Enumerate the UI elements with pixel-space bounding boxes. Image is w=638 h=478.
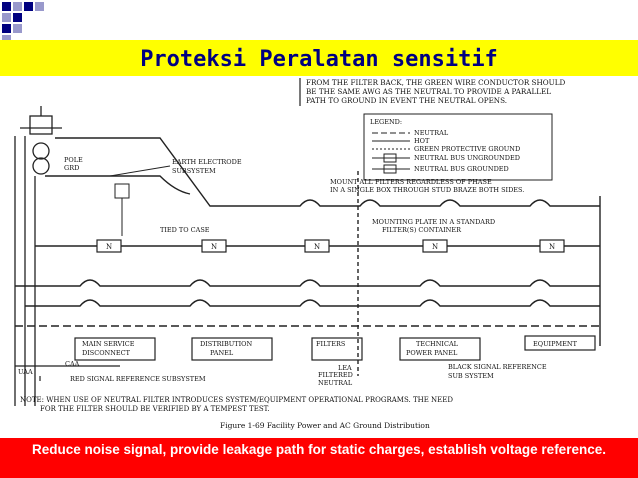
mount-filters-note: MOUNT ALL FILTERS REGARDLESS OF PHASE [330, 178, 492, 186]
black-signal-label: BLACK SIGNAL REFERENCE [448, 363, 547, 371]
caa-label: CAA [65, 360, 80, 368]
bus-n-label: N [432, 243, 439, 251]
accent-square [2, 2, 11, 11]
accent-square [2, 13, 11, 22]
pole-grd-label: POLE [64, 156, 83, 164]
uaa-label: UAA [18, 368, 33, 376]
legend-title: LEGEND: [370, 118, 403, 126]
legend-item: NEUTRAL [414, 129, 449, 137]
mounting-plate-label: MOUNTING PLATE IN A STANDARD [372, 218, 496, 226]
pole-grd-label: GRD [64, 164, 80, 172]
legend-item: HOT [414, 137, 430, 145]
legend-item: GREEN PROTECTIVE GROUND [414, 145, 521, 153]
filters-label: FILTERS [316, 340, 346, 348]
filtered-neutral-label: NEUTRAL [318, 379, 353, 387]
top-note-line: PATH TO GROUND IN EVENT THE NEUTRAL OPENS. [306, 96, 508, 105]
diagram-note: FOR THE FILTER SHOULD BE VERIFIED BY A TEMPEST TEST. [40, 405, 270, 413]
slide-caption: Reduce noise signal, provide leakage path for static charges, establish voltage reference. [0, 438, 638, 478]
distribution-panel-label: DISTRIBUTION [200, 340, 253, 348]
tied-to-case-label: TIED TO CASE [160, 226, 210, 234]
main-service-label: DISCONNECT [82, 349, 130, 357]
bus-n-label: N [106, 243, 113, 251]
filtered-neutral-label: FILTERED [318, 371, 353, 379]
accent-square [13, 2, 22, 11]
diagram-note: NOTE: WHEN USE OF NEUTRAL FILTER INTRODUCES SYSTEM/EQUIPMENT OPERATIONAL PROGRAMS. THE NEED [20, 396, 454, 404]
lea-label: LEA [338, 364, 352, 372]
distribution-panel-label: PANEL [210, 349, 234, 357]
mounting-plate-label: FILTER(S) CONTAINER [382, 226, 461, 234]
legend-item: NEUTRAL BUS UNGROUNDED [414, 154, 520, 162]
mount-filters-note: IN A SINGLE BOX THROUGH STUD BRAZE BOTH SIDES. [330, 186, 525, 194]
earth-electrode-label: SUBSYSTEM [172, 167, 216, 175]
figure-caption: Figure 1-69 Facility Power and AC Ground Distribution [220, 421, 430, 430]
accent-square [35, 2, 44, 11]
bus-n-label: N [211, 243, 218, 251]
legend [364, 114, 552, 180]
slide-title: Proteksi Peralatan sensitif [140, 47, 498, 72]
accent-square [2, 24, 11, 33]
accent-square [24, 2, 33, 11]
ground-distribution-diagram [0, 76, 638, 438]
main-service-label: MAIN SERVICE [82, 340, 135, 348]
top-note-line: BE THE SAME AWG AS THE NEUTRAL TO PROVIDE A PARALLEL [306, 87, 552, 96]
black-signal-label: SUB SYSTEM [448, 372, 494, 380]
earth-electrode-label: EARTH ELECTRODE [172, 158, 242, 166]
accent-square [13, 24, 22, 33]
transformer-pole [15, 106, 62, 406]
red-signal-label: RED SIGNAL REFERENCE SUBSYSTEM [70, 375, 206, 383]
technical-power-panel-label: POWER PANEL [406, 349, 458, 357]
legend-item: NEUTRAL BUS GROUNDED [414, 165, 509, 173]
bus-n-label: N [549, 243, 556, 251]
top-note-line: FROM THE FILTER BACK, THE GREEN WIRE CONDUCTOR SHOULD [306, 78, 566, 87]
accent-square [13, 13, 22, 22]
equipment-label: EQUIPMENT [533, 340, 577, 348]
bus-n-label: N [314, 243, 321, 251]
technical-power-panel-label: TECHNICAL [416, 340, 458, 348]
